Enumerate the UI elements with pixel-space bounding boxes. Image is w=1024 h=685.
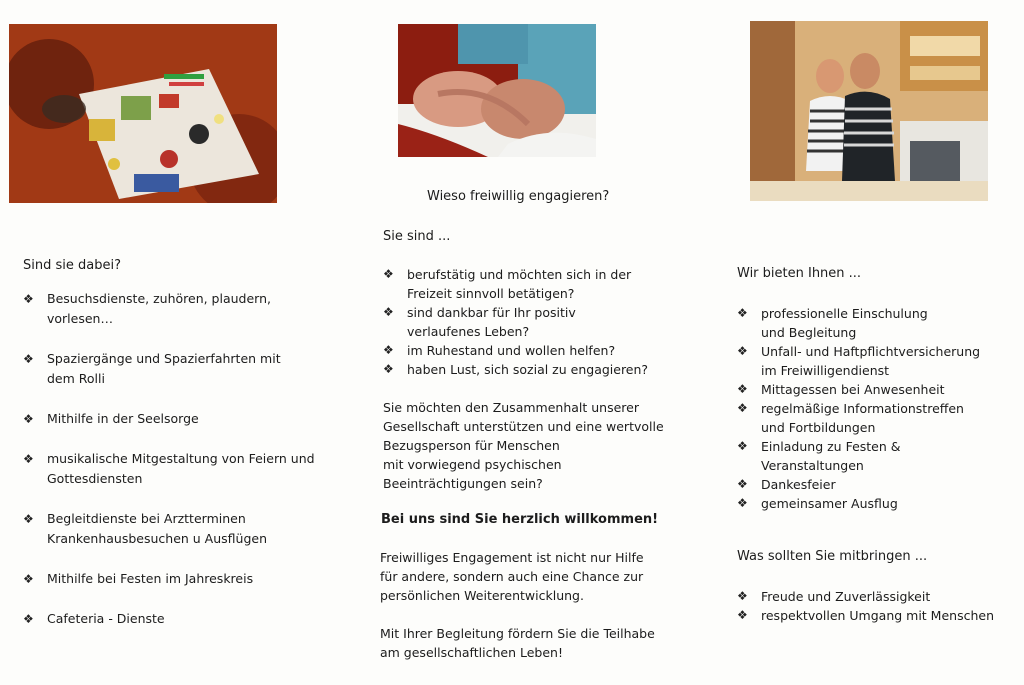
col2-paragraph-1: Sie möchten den Zusammenhalt unserer Gesellschaft unterstützen und eine wertvolle Bezugsperson für Menschen mit vorwiegend psychischen Beeinträchtigungen sein? — [383, 400, 664, 491]
diamond-bullet-icon: ❖ — [383, 362, 394, 376]
list-item: ❖ Cafeteria - Dienste — [23, 609, 343, 629]
diamond-bullet-icon: ❖ — [737, 589, 748, 603]
diamond-bullet-icon: ❖ — [737, 477, 748, 491]
diamond-bullet-icon: ❖ — [737, 401, 748, 415]
col2-paragraph-2: Freiwilliges Engagement ist nicht nur Hilfe für andere, sondern auch eine Chance zur persönlichen Weiterentwicklung. — [380, 550, 644, 603]
list-item: ❖ musikalische Mitgestaltung von Feiern und Gottesdiensten — [23, 451, 315, 486]
list-item: ❖ Spaziergänge und Spazierfahrten mit dem Rolli — [23, 351, 281, 386]
list-item: ❖ gemeinsamer Ausflug — [737, 496, 898, 511]
col2-subheading: Sie sind ... — [383, 229, 451, 244]
photo-two-people-kitchen — [750, 21, 988, 201]
col3-heading-2: Was sollten Sie mitbringen ... — [737, 549, 928, 564]
diamond-bullet-icon: ❖ — [383, 343, 394, 357]
col1-list — [23, 289, 343, 649]
col3-list-2 — [737, 587, 1017, 625]
diamond-bullet-icon: ❖ — [23, 452, 34, 466]
list-item: ❖ Unfall- und Haftpflichtversicherung im Freiwilligendienst — [737, 344, 981, 378]
photo-holding-hands — [398, 24, 596, 157]
diamond-bullet-icon: ❖ — [737, 306, 748, 320]
list-item: ❖ Dankesfeier — [737, 477, 836, 492]
diamond-bullet-icon: ❖ — [737, 496, 748, 510]
col3-heading: Wir bieten Ihnen ... — [737, 266, 862, 281]
diamond-bullet-icon: ❖ — [737, 439, 748, 453]
diamond-bullet-icon: ❖ — [23, 412, 34, 426]
list-item: ❖ Mittagessen bei Anwesenheit — [737, 382, 945, 397]
diamond-bullet-icon: ❖ — [23, 292, 34, 306]
col2-welcome: Bei uns sind Sie herzlich willkommen! — [381, 512, 659, 527]
diamond-bullet-icon: ❖ — [383, 305, 394, 319]
list-item: ❖ haben Lust, sich sozial zu engagieren? — [383, 362, 649, 377]
photo-craft-table — [9, 24, 277, 203]
list-item: ❖ berufstätig und möchten sich in der Freizeit sinnvoll betätigen? — [383, 267, 632, 301]
col1-heading: Sind sie dabei? — [23, 258, 121, 273]
list-item: ❖ Besuchsdienste, zuhören, plaudern, vorlesen… — [23, 291, 271, 326]
list-item: ❖ Freude und Zuverlässigkeit — [737, 589, 931, 604]
list-item: ❖ professionelle Einschulung und Begleitung — [737, 306, 928, 340]
col3-list — [737, 304, 1017, 513]
list-item: ❖ im Ruhestand und wollen helfen? — [383, 343, 616, 358]
list-item: ❖ sind dankbar für Ihr positiv verlaufenes Leben? — [383, 305, 576, 339]
diamond-bullet-icon: ❖ — [23, 512, 34, 526]
diamond-bullet-icon: ❖ — [23, 612, 34, 626]
diamond-bullet-icon: ❖ — [23, 352, 34, 366]
list-item: ❖ Mithilfe in der Seelsorge — [23, 409, 343, 429]
col2-heading: Wieso freiwillig engagieren? — [427, 189, 610, 204]
col2-list — [383, 265, 683, 379]
list-item: ❖ Begleitdienste bei Arztterminen Krankenhausbesuchen u Ausflügen — [23, 511, 268, 546]
list-item: ❖ Einladung zu Festen & Veranstaltungen — [737, 439, 901, 473]
diamond-bullet-icon: ❖ — [737, 344, 748, 358]
diamond-bullet-icon: ❖ — [737, 382, 748, 396]
list-item: ❖ regelmäßige Informationstreffen und Fortbildungen — [737, 401, 964, 435]
diamond-bullet-icon: ❖ — [383, 267, 394, 281]
col2-paragraph-3: Mit Ihrer Begleitung fördern Sie die Teilhabe am gesellschaftlichen Leben! — [380, 626, 655, 660]
list-item: ❖ respektvollen Umgang mit Menschen — [737, 608, 995, 623]
diamond-bullet-icon: ❖ — [737, 608, 748, 622]
diamond-bullet-icon: ❖ — [23, 572, 34, 586]
list-item: ❖ Mithilfe bei Festen im Jahreskreis — [23, 569, 343, 589]
